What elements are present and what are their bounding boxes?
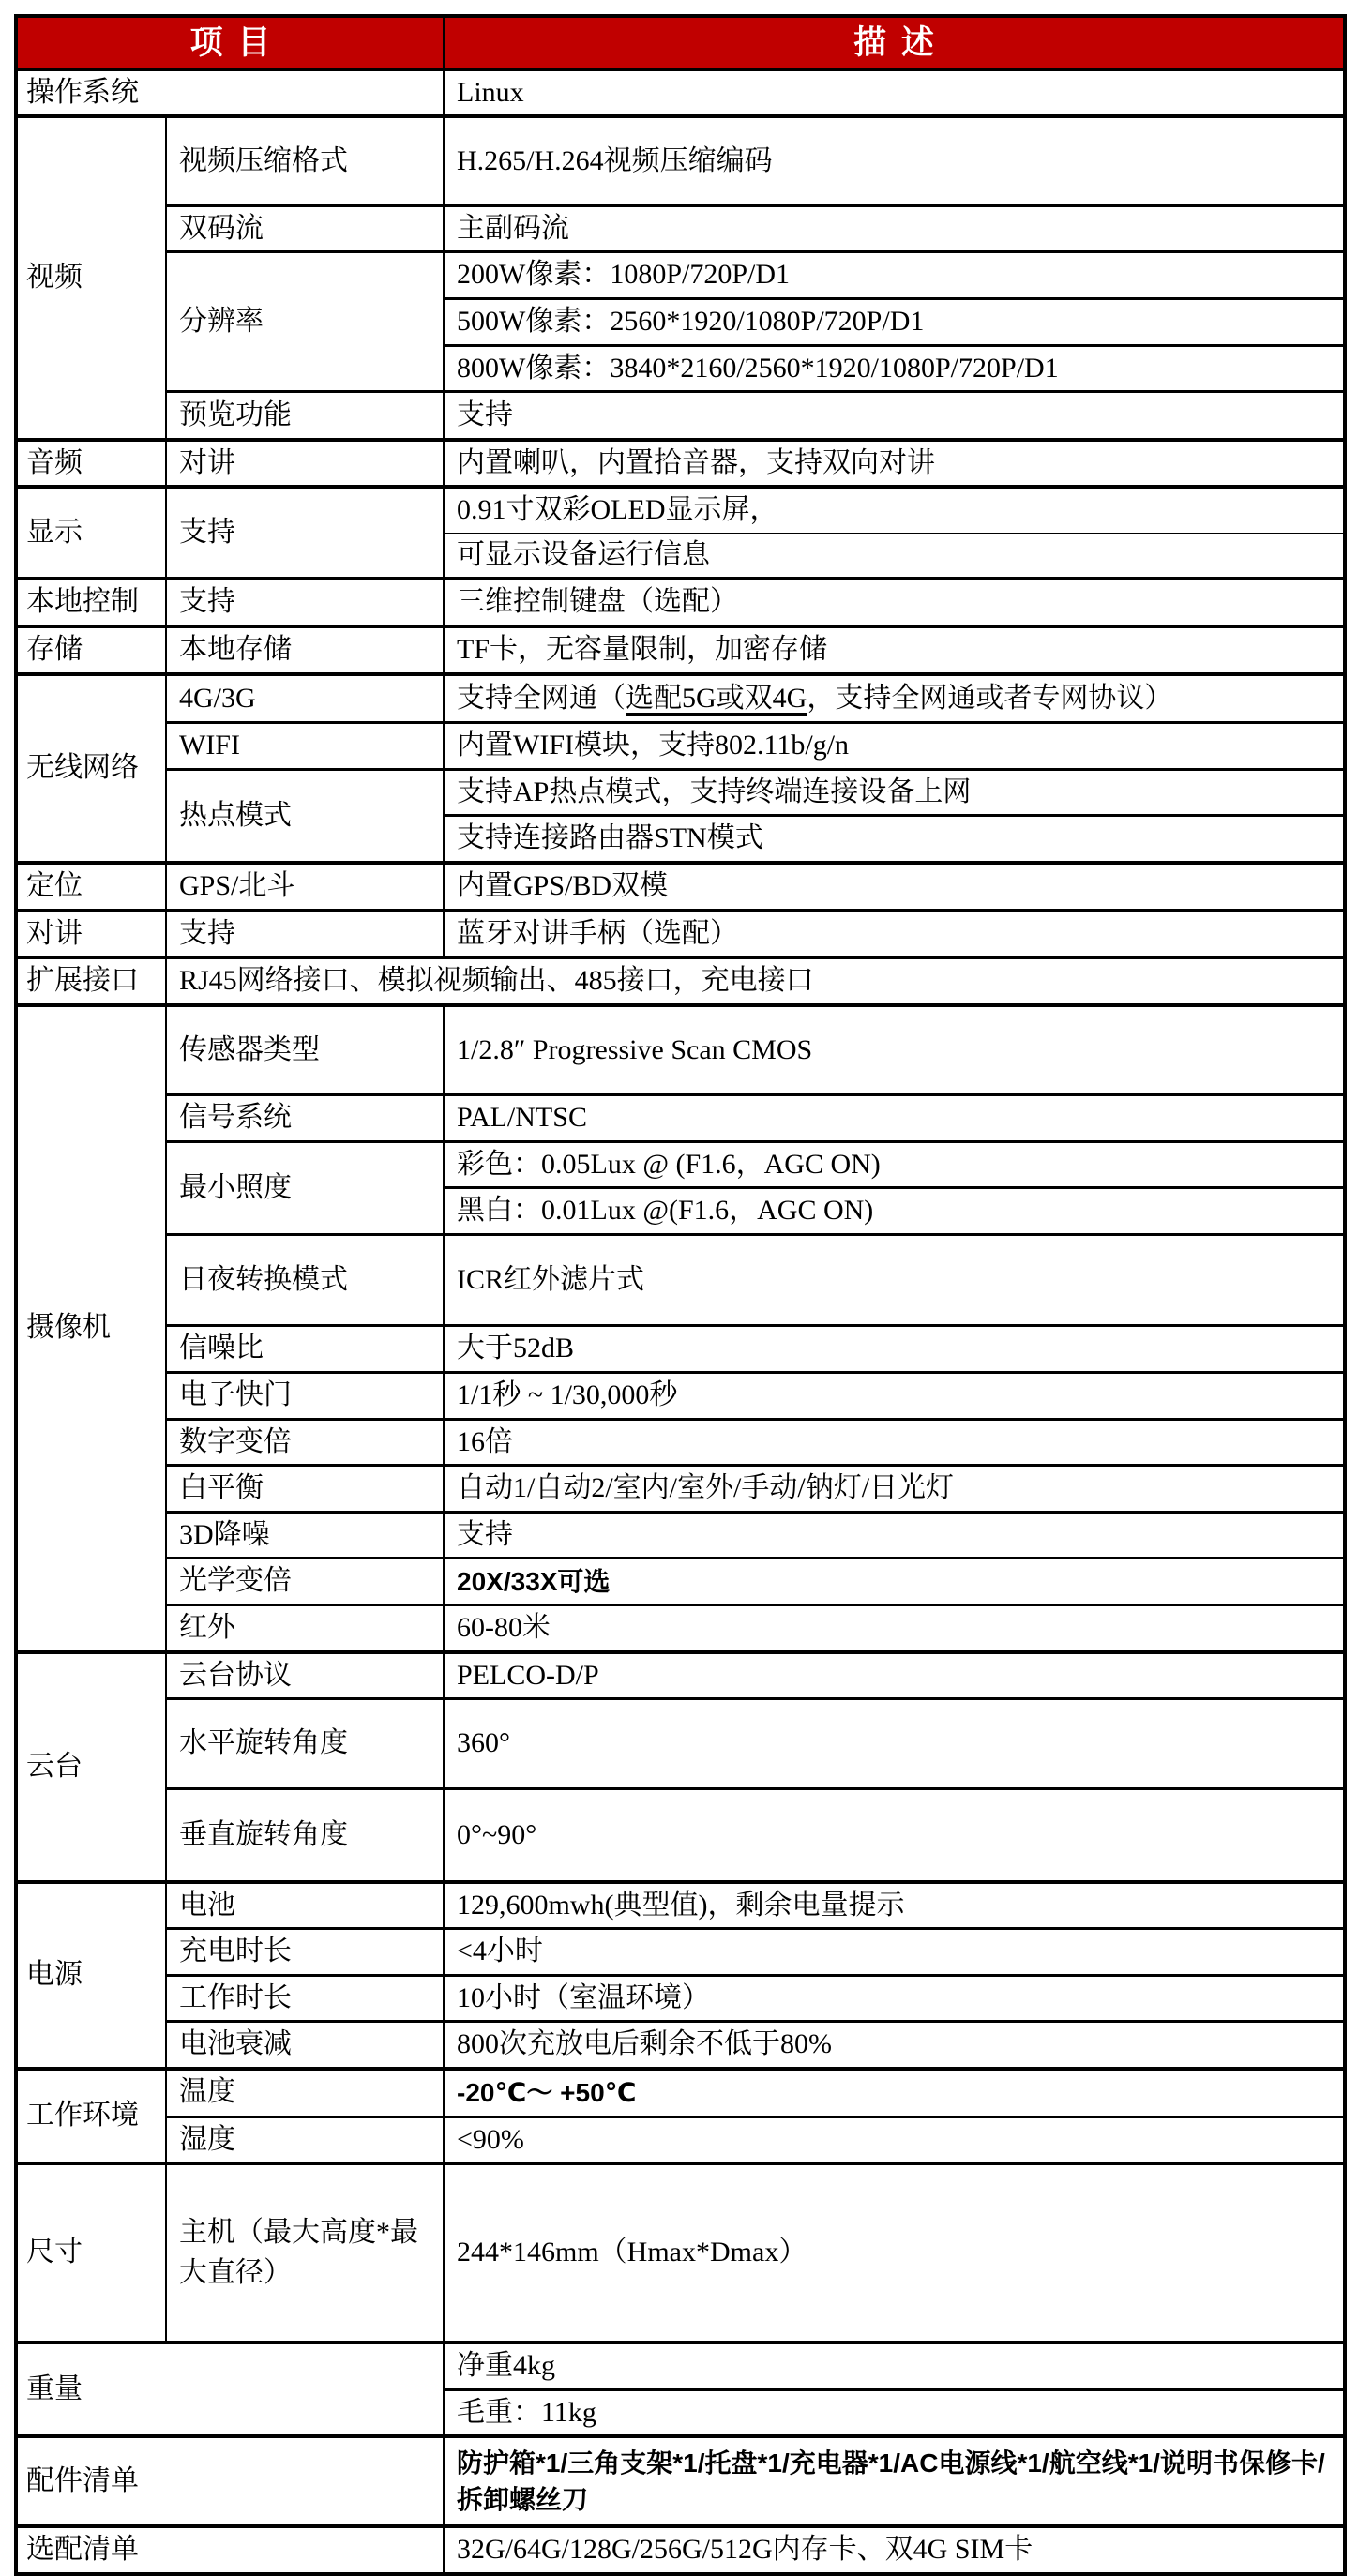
item-label-cell: 预览功能 bbox=[166, 392, 444, 440]
table-row bbox=[16, 911, 1345, 958]
value-cell: TF卡，无容量限制，加密存储 bbox=[444, 626, 1345, 674]
item-label-cell: 白平衡 bbox=[166, 1466, 444, 1513]
value-cell: 32G/64G/128G/256G/512G内存卡、双4G SIM卡 bbox=[444, 2526, 1345, 2574]
group-label-cell: 定位 bbox=[16, 863, 166, 911]
group-label-cell: 摄像机 bbox=[16, 1005, 166, 1652]
value-cell: 500W像素：2560*1920/1080P/720P/D1 bbox=[444, 298, 1345, 345]
item-label-cell: 电子快门 bbox=[166, 1372, 444, 1419]
value-cell: 支持 bbox=[444, 1512, 1345, 1559]
item-label-cell: 传感器类型 bbox=[166, 1005, 444, 1095]
item-label-cell: 湿度 bbox=[166, 2117, 444, 2163]
value-cell: 20X/33X可选 bbox=[444, 1559, 1345, 1605]
value-cell: 毛重：11kg bbox=[444, 2389, 1345, 2436]
group-label-cell: 对讲 bbox=[16, 911, 166, 958]
table-row bbox=[16, 1095, 1345, 1142]
value-cell: 大于52dB bbox=[444, 1325, 1345, 1372]
value-cell: 黑白：0.01Lux @(F1.6，AGC ON) bbox=[444, 1188, 1345, 1235]
table-row bbox=[16, 1141, 1345, 1188]
table-row bbox=[16, 1466, 1345, 1513]
value-cell: PAL/NTSC bbox=[444, 1095, 1345, 1142]
value-cell: 支持 bbox=[444, 392, 1345, 440]
item-label-cell: 光学变倍 bbox=[166, 1559, 444, 1605]
table-row bbox=[16, 769, 1345, 816]
item-label-cell: 水平旋转角度 bbox=[166, 1699, 444, 1789]
underlined-text: 选配5G或双4G bbox=[626, 682, 807, 714]
table-row bbox=[16, 957, 1345, 1005]
table-row bbox=[16, 579, 1345, 626]
value-cell: ICR红外滤片式 bbox=[444, 1234, 1345, 1325]
item-label-cell: 3D降噪 bbox=[166, 1512, 444, 1559]
group-label-cell: 工作环境 bbox=[16, 2069, 166, 2163]
item-label-cell: 云台协议 bbox=[166, 1652, 444, 1699]
spec-table bbox=[14, 14, 1347, 2576]
value-cell: RJ45网络接口、模拟视频输出、485接口，充电接口 bbox=[166, 957, 1345, 1005]
group-label-cell: 显示 bbox=[16, 487, 166, 579]
value-cell: 净重4kg bbox=[444, 2343, 1345, 2389]
item-label-cell: 垂直旋转角度 bbox=[166, 1789, 444, 1882]
value-cell: 1/1秒 ~ 1/30,000秒 bbox=[444, 1372, 1345, 1419]
table-row bbox=[16, 1005, 1345, 1095]
table-row bbox=[16, 1975, 1345, 2022]
value-cell: 三维控制键盘（选配） bbox=[444, 579, 1345, 626]
table-row bbox=[16, 1604, 1345, 1651]
table-row bbox=[16, 392, 1345, 440]
group-label-cell: 音频 bbox=[16, 440, 166, 488]
value-cell: 支持连接路由器STN模式 bbox=[444, 816, 1345, 863]
value-cell: PELCO-D/P bbox=[444, 1652, 1345, 1699]
value-cell: 自动1/自动2/室内/室外/手动/钠灯/日光灯 bbox=[444, 1466, 1345, 1513]
value-cell: 800次充放电后剩余不低于80% bbox=[444, 2022, 1345, 2069]
table-row bbox=[16, 252, 1345, 299]
item-label-cell: WIFI bbox=[166, 723, 444, 770]
group-label-cell: 扩展接口 bbox=[16, 957, 166, 1005]
value-cell: 60-80米 bbox=[444, 1604, 1345, 1651]
value-cell: 200W像素：1080P/720P/D1 bbox=[444, 252, 1345, 299]
item-label-cell: 工作时长 bbox=[166, 1975, 444, 2022]
table-row bbox=[16, 863, 1345, 911]
item-label-cell: 支持 bbox=[166, 911, 444, 958]
table-row bbox=[16, 487, 1345, 533]
item-label-cell: 支持 bbox=[166, 579, 444, 626]
header-cell: 描述 bbox=[444, 16, 1345, 69]
table-row bbox=[16, 1419, 1345, 1466]
value-cell: <90% bbox=[444, 2117, 1345, 2163]
group-label-cell: 视频 bbox=[16, 116, 166, 439]
value-cell: 360° bbox=[444, 1699, 1345, 1789]
group-label-cell: 尺寸 bbox=[16, 2163, 166, 2343]
value-cell: 支持AP热点模式，支持终端连接设备上网 bbox=[444, 769, 1345, 816]
table-row bbox=[16, 1512, 1345, 1559]
table-row bbox=[16, 1882, 1345, 1929]
table-row bbox=[16, 2117, 1345, 2163]
table-row bbox=[16, 1929, 1345, 1976]
table-row bbox=[16, 16, 1345, 69]
table-row bbox=[16, 440, 1345, 488]
item-label-cell: 双码流 bbox=[166, 205, 444, 252]
header-cell: 项目 bbox=[16, 16, 444, 69]
text-fragment: 支持全网通（ bbox=[457, 682, 626, 714]
item-label-cell: 电池衰减 bbox=[166, 2022, 444, 2069]
table-row bbox=[16, 2343, 1345, 2389]
group-label-cell: 存储 bbox=[16, 626, 166, 674]
item-label-cell: 视频压缩格式 bbox=[166, 116, 444, 205]
item-label-cell: 4G/3G bbox=[166, 674, 444, 723]
value-cell: 10小时（室温环境） bbox=[444, 1975, 1345, 2022]
item-label-cell: 本地存储 bbox=[166, 626, 444, 674]
group-label-cell: 重量 bbox=[16, 2343, 444, 2436]
value-cell: 16倍 bbox=[444, 1419, 1345, 1466]
group-label-cell: 电源 bbox=[16, 1882, 166, 2069]
value-cell: 防护箱*1/三角支架*1/托盘*1/充电器*1/AC电源线*1/航空线*1/说明书保修卡/拆卸螺丝刀 bbox=[444, 2436, 1345, 2526]
value-cell: 内置喇叭，内置拾音器，支持双向对讲 bbox=[444, 440, 1345, 488]
value-cell: 彩色：0.05Lux @ (F1.6，AGC ON) bbox=[444, 1141, 1345, 1188]
table-row bbox=[16, 626, 1345, 674]
value-cell: 244*146mm（Hmax*Dmax） bbox=[444, 2163, 1345, 2343]
table-row bbox=[16, 1325, 1345, 1372]
group-label-cell: 操作系统 bbox=[16, 69, 444, 116]
item-label-cell: 主机（最大高度*最大直径） bbox=[166, 2163, 444, 2343]
table-row bbox=[16, 2436, 1345, 2526]
item-label-cell: 信噪比 bbox=[166, 1325, 444, 1372]
item-label-cell: 分辨率 bbox=[166, 252, 444, 392]
table-row bbox=[16, 723, 1345, 770]
value-cell: 可显示设备运行信息 bbox=[444, 533, 1345, 579]
value-cell: 129,600mwh(典型值)，剩余电量提示 bbox=[444, 1882, 1345, 1929]
value-cell: 蓝牙对讲手柄（选配） bbox=[444, 911, 1345, 958]
item-label-cell: 对讲 bbox=[166, 440, 444, 488]
table-row bbox=[16, 1559, 1345, 1605]
value-cell: 0°~90° bbox=[444, 1789, 1345, 1882]
table-row bbox=[16, 116, 1345, 205]
value-cell bbox=[444, 674, 1345, 723]
table-row bbox=[16, 1789, 1345, 1882]
value-cell: 内置WIFI模块，支持802.11b/g/n bbox=[444, 723, 1345, 770]
group-label-cell: 无线网络 bbox=[16, 674, 166, 863]
table-row bbox=[16, 1652, 1345, 1699]
value-cell: H.265/H.264视频压缩编码 bbox=[444, 116, 1345, 205]
value-cell: 800W像素：3840*2160/2560*1920/1080P/720P/D1 bbox=[444, 345, 1345, 392]
text-fragment: ，支持全网通或者专网协议） bbox=[807, 682, 1173, 714]
spec-table-body bbox=[16, 16, 1345, 2574]
table-row bbox=[16, 2526, 1345, 2574]
group-label-cell: 配件清单 bbox=[16, 2436, 444, 2526]
table-row bbox=[16, 2163, 1345, 2343]
value-cell: 内置GPS/BD双模 bbox=[444, 863, 1345, 911]
value-cell: Linux bbox=[444, 69, 1345, 116]
table-row bbox=[16, 205, 1345, 252]
value-cell: 1/2.8″ Progressive Scan CMOS bbox=[444, 1005, 1345, 1095]
item-label-cell: 充电时长 bbox=[166, 1929, 444, 1976]
table-row bbox=[16, 2022, 1345, 2069]
item-label-cell: 日夜转换模式 bbox=[166, 1234, 444, 1325]
group-label-cell: 本地控制 bbox=[16, 579, 166, 626]
table-row bbox=[16, 1234, 1345, 1325]
item-label-cell: 电池 bbox=[166, 1882, 444, 1929]
table-row bbox=[16, 674, 1345, 723]
item-label-cell: 数字变倍 bbox=[166, 1419, 444, 1466]
item-label-cell: 最小照度 bbox=[166, 1141, 444, 1234]
group-label-cell: 云台 bbox=[16, 1652, 166, 1882]
table-row bbox=[16, 69, 1345, 116]
value-cell: <4小时 bbox=[444, 1929, 1345, 1976]
table-row bbox=[16, 1699, 1345, 1789]
table-row bbox=[16, 1372, 1345, 1419]
item-label-cell: 红外 bbox=[166, 1604, 444, 1651]
item-label-cell: 信号系统 bbox=[166, 1095, 444, 1142]
value-cell: 主副码流 bbox=[444, 205, 1345, 252]
item-label-cell: GPS/北斗 bbox=[166, 863, 444, 911]
value-cell: -20℃～ +50℃ bbox=[444, 2069, 1345, 2117]
value-cell: 0.91寸双彩OLED显示屏， bbox=[444, 487, 1345, 533]
item-label-cell: 热点模式 bbox=[166, 769, 444, 863]
item-label-cell: 支持 bbox=[166, 487, 444, 579]
item-label-cell: 温度 bbox=[166, 2069, 444, 2117]
group-label-cell: 选配清单 bbox=[16, 2526, 444, 2574]
table-row bbox=[16, 2069, 1345, 2117]
